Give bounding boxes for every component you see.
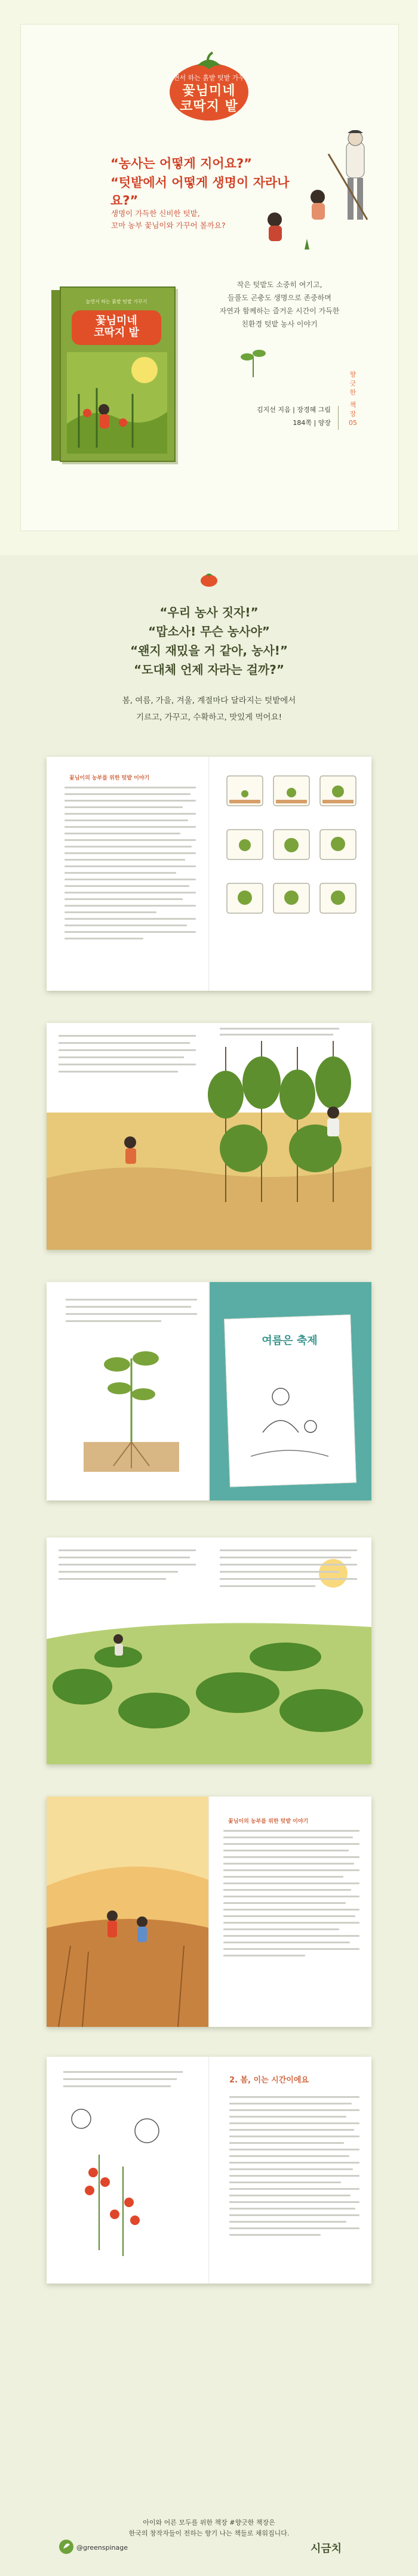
quote-farm-surprise: “맙소사! 무슨 농사야” [148, 624, 270, 639]
book-cover-title [72, 315, 161, 339]
spread-text-block [229, 2096, 359, 2241]
author-line: 김지선 지음 | 장경혜 그림 [257, 406, 331, 414]
intro-line: 들풀도 곤충도 생명으로 존중하며 [228, 294, 331, 302]
seedling-icon [239, 344, 268, 377]
quote-farm-start: “우리 농사 짓자!” [159, 605, 259, 620]
quote-farming: “농사는 어떻게 지어요?” [110, 156, 252, 171]
author-divider [338, 406, 339, 430]
author-block [241, 403, 331, 430]
spread-text-block [223, 1830, 359, 1961]
series-label-char: 장 [349, 410, 356, 418]
book-title-line2: 코딱지 밭 [180, 99, 238, 114]
series-label-number: 05 [349, 419, 357, 427]
spread-heading: 꽃님이의 농부를 위한 텃밭 이야기 [228, 1819, 309, 1825]
series-label [344, 370, 362, 427]
book-cover-subtitle: 놀면서 하는 흙밭 텃밭 가꾸기 [85, 299, 147, 304]
series-label-char: 긋 [349, 380, 356, 387]
question-line2: 꼬마 농부 꽃님이와 가꾸어 볼까요? [111, 221, 226, 230]
gardener-illustration [263, 130, 388, 273]
intro-line: 자연과 함께하는 즐거운 시간이 가득한 [219, 307, 340, 315]
footer-description [0, 2518, 418, 2539]
field-illustration [47, 1023, 371, 1250]
series-label-char: 책 [349, 401, 356, 409]
leaf-logo-icon [59, 2539, 74, 2555]
spread-gutter [208, 757, 210, 991]
book-cover-title-line2: 코딱지 밭 [94, 326, 139, 339]
quote-farm-fun: “왠지 재밌을 거 같아, 농사!” [130, 643, 288, 658]
spread-text-block [64, 787, 196, 944]
footer-line2: 한국의 창작자들이 전하는 향기 나는 책들로 채워집니다. [128, 2529, 290, 2537]
publisher-logo: 시금치 [311, 2543, 342, 2555]
planting-steps-diagram [221, 770, 359, 967]
intro-line: 작은 텃밭도 소중히 여기고, [236, 281, 322, 289]
book-title [0, 84, 418, 115]
vegetables-illustration [57, 2071, 201, 2274]
root-diagram [60, 1299, 203, 1490]
series-label-char: 한 [349, 389, 356, 396]
autumn-field-illustration [47, 1797, 209, 2027]
intro-line: 친환경 텃밭 농사 이야기 [241, 320, 318, 328]
small-tomato-icon [200, 572, 218, 587]
book-cover-title-line1: 꽃님미네 [96, 315, 137, 327]
spread-heading: 꽃님이의 농부를 위한 텃밭 이야기 [69, 775, 150, 781]
festival-sketch [239, 1361, 340, 1474]
section-body-line2: 기르고, 가꾸고, 수확하고, 맛있게 먹어요! [136, 713, 282, 722]
book-meta: 184쪽 | 양장 [293, 419, 331, 427]
section-body-line1: 봄, 여름, 가을, 겨울, 계절마다 달라지는 텃밭에서 [122, 696, 296, 705]
spread-heading: 2. 봄, 이는 시간이에요 [229, 2076, 309, 2085]
spread-gutter [208, 2057, 210, 2284]
footer-line1: 아이와 어른 모두를 위한 책장 #향긋한 책장은 [143, 2519, 275, 2526]
quote-life: “텃밭에서 어떻게 생명이 자라나요?” [110, 175, 290, 208]
series-label-char: 향 [349, 371, 356, 378]
book-cover-art [67, 352, 167, 454]
quote-farm-growing: “도대체 언제 자라는 걸까?” [134, 663, 284, 677]
series-subtitle: 놀면서 하는 흙밭 텃밭 가꾸기 [167, 74, 251, 82]
spread-gutter [208, 1282, 210, 1500]
spread-gutter [208, 1797, 210, 2027]
instagram-handle[interactable]: @greenspinage [76, 2544, 128, 2552]
garden-rows-illustration [47, 1537, 371, 1764]
question-line1: 생명이 가득한 신비한 텃밭, [111, 209, 200, 218]
book-title-line1: 꽃님미네 [182, 84, 236, 98]
spread-heading: 여름은 축제 [262, 1335, 318, 1347]
